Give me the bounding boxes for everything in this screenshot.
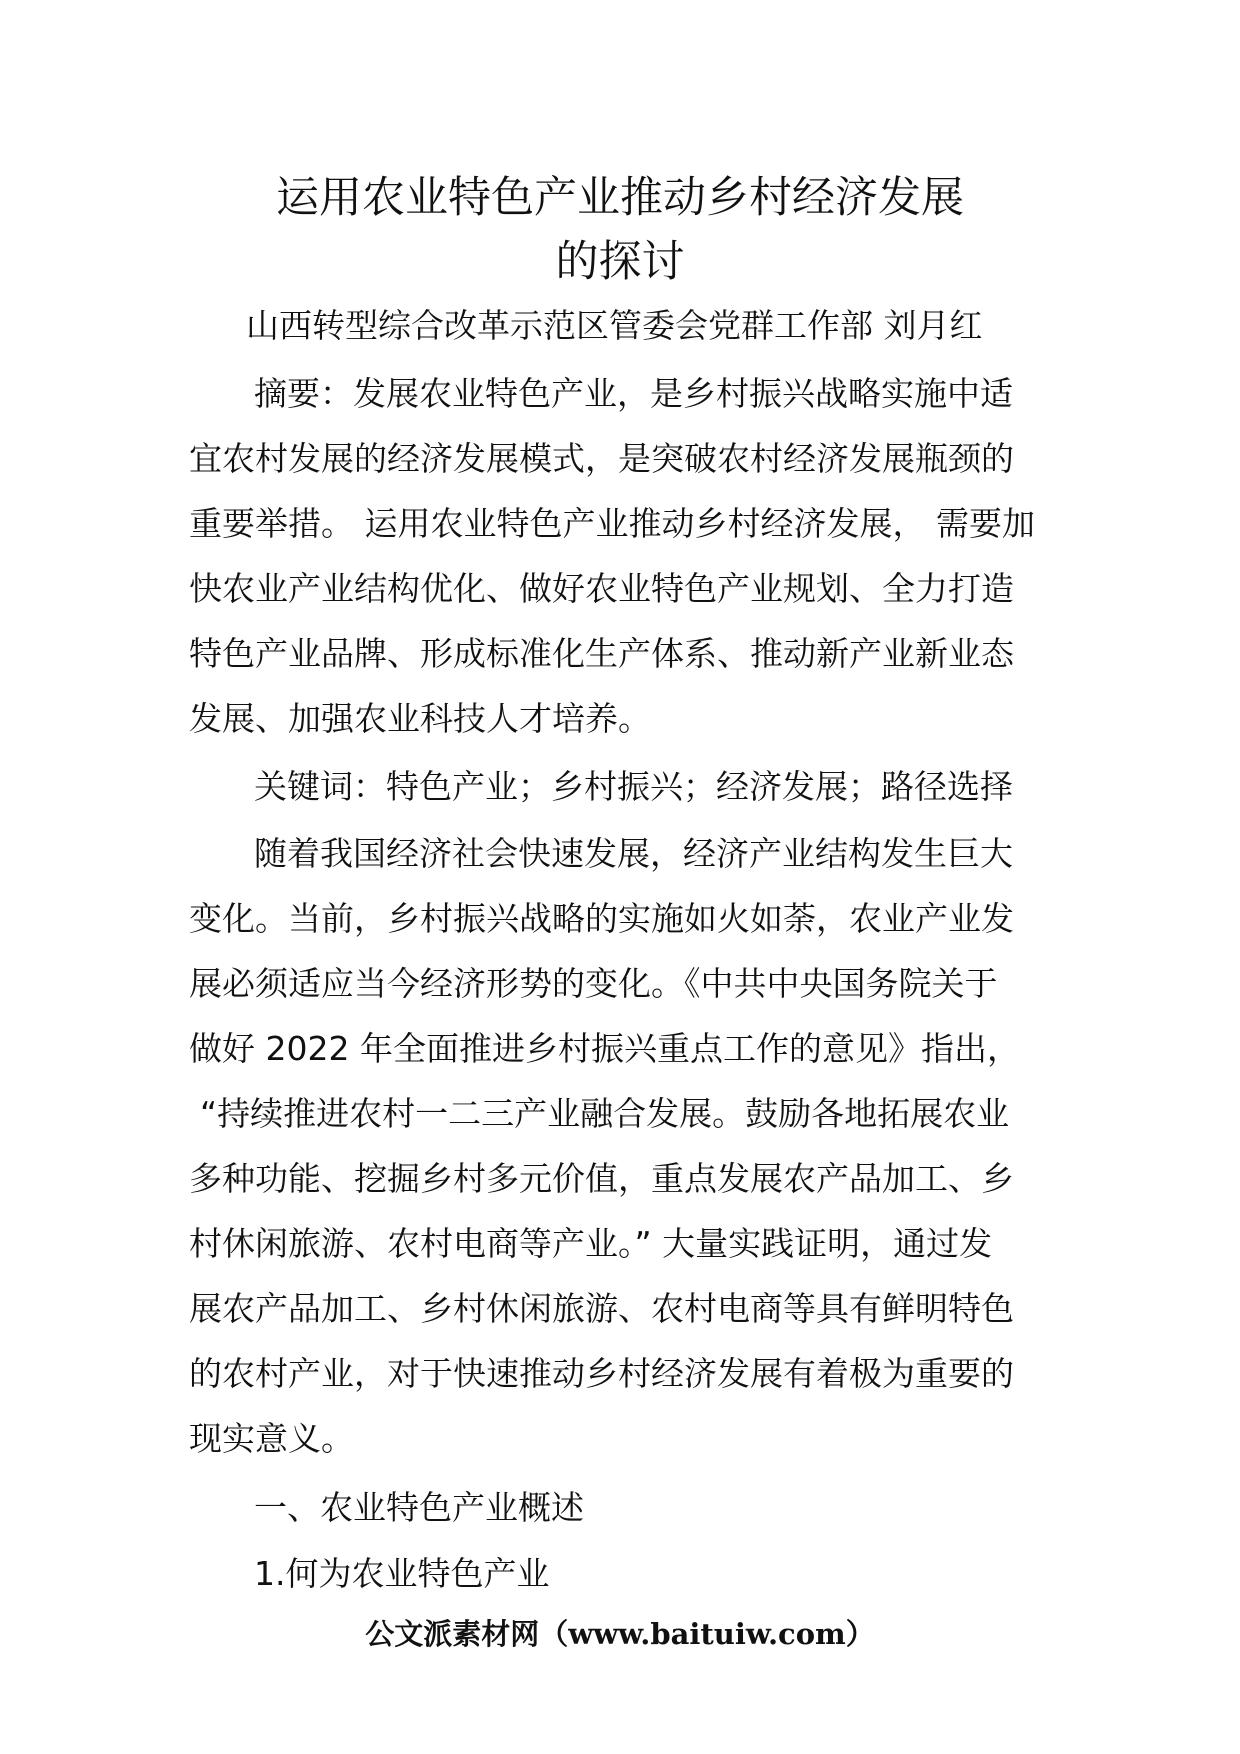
body-line: 现实意义。 (189, 1419, 354, 1458)
body-line: 展必须适应当今经济形势的变化。《中共中央国务院关于 (189, 964, 998, 1003)
footer-watermark: 公文派素材网（www.baituiw.com） (365, 1617, 875, 1651)
document-title-line-2: 的探讨 (555, 237, 685, 287)
abstract-line: 快农业产业结构优化、做好农业特色产业规划、全力打造 (189, 569, 1014, 608)
abstract-line: 摘要：发展农业特色产业，是乡村振兴战略实施中适 (254, 374, 1013, 413)
body-line: 的农村产业，对于快速推动乡村经济发展有着极为重要的 (189, 1354, 1014, 1393)
body-line: 随着我国经济社会快速发展，经济产业结构发生巨大 (254, 834, 1013, 873)
keywords-line: 关键词：特色产业；乡村振兴；经济发展；路径选择 (254, 767, 1013, 806)
abstract-line: 发展、加强农业科技人才培养。 (189, 699, 651, 738)
body-line: 做好 2022 年全面推进乡村振兴重点工作的意见》指出， (189, 1029, 1020, 1068)
subsection-heading: 1.何为农业特色产业 (254, 1554, 550, 1593)
section-heading: 一、农业特色产业概述 (254, 1488, 584, 1527)
body-line: 展农产品加工、乡村休闲旅游、农村电商等具有鲜明特色 (189, 1289, 1014, 1328)
abstract-line: 特色产业品牌、形成标准化生产体系、推动新产业新业态 (189, 634, 1014, 673)
body-line: 村休闲旅游、农村电商等产业。” 大量实践证明，通过发 (189, 1224, 993, 1263)
abstract-line: 重要举措。 运用农业特色产业推动乡村经济发展， 需要加 (189, 504, 1035, 543)
document-title-line-1: 运用农业特色产业推动乡村经济发展 (276, 173, 964, 223)
abstract-line: 宜农村发展的经济发展模式，是突破农村经济发展瓶颈的 (189, 439, 1014, 478)
body-line: 多种功能、挖掘乡村多元价值，重点发展农产品加工、乡 (189, 1159, 1014, 1198)
body-line: “持续推进农村一二三产业融合发展。鼓励各地拓展农业 (200, 1094, 1010, 1133)
author-line: 山西转型综合改革示范区管委会党群工作部 刘月红 (246, 306, 983, 345)
body-line: 变化。当前，乡村振兴战略的实施如火如荼，农业产业发 (189, 899, 1014, 938)
